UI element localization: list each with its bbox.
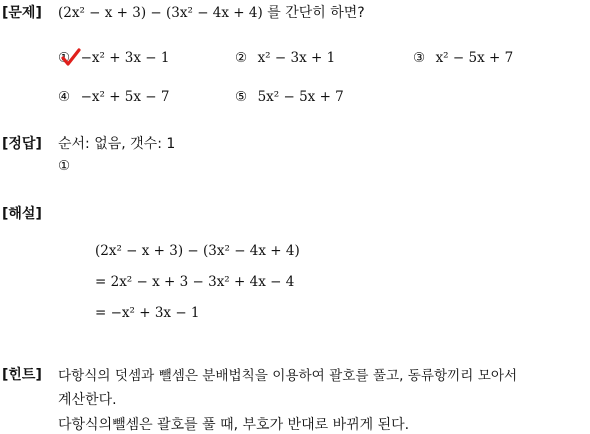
answer-label: [정답] (2, 136, 42, 152)
choice-5-text: 5x² − 5x + 7 (257, 89, 344, 105)
choice-2[interactable] (235, 50, 335, 66)
choice-5-number: ⑤ (235, 89, 248, 105)
check-mark-icon (61, 47, 81, 67)
choice-4[interactable] (58, 89, 169, 105)
problem-instruction: 를 간단히 하면? (267, 5, 365, 21)
choice-4-number: ④ (58, 89, 71, 105)
choice-4-text: −x² + 5x − 7 (80, 89, 170, 105)
choice-2-number: ② (235, 50, 248, 66)
problem-statement (58, 2, 365, 22)
solution-step-1: (2x² − x + 3) − (3x² − 4x + 4) (95, 243, 300, 259)
problem-expression: (2x² − x + 3) − (3x² − 4x + 4) (58, 5, 263, 21)
problem-label: [문제] (2, 5, 42, 21)
choice-3-text: x² − 5x + 7 (435, 50, 514, 66)
choice-5[interactable] (235, 89, 344, 105)
solution-step-2: = 2x² − x + 3 − 3x² + 4x − 4 (95, 274, 295, 290)
choice-1-number: ① (58, 50, 71, 66)
choice-3-number: ③ (413, 50, 426, 66)
hint-label: [힌트] (2, 367, 42, 383)
choice-1-text: −x² + 3x − 1 (80, 50, 170, 66)
solution-label: [해설] (2, 206, 42, 222)
hint-line-1: 다항식의 덧셈과 뺄셈은 분배법칙을 이용하여 괄호를 풀고, 동류항끼리 모아서 (58, 368, 518, 384)
choice-2-text: x² − 3x + 1 (257, 50, 336, 66)
hint-line-3: 다항식의뺄셈은 괄호를 풀 때, 부호가 반대로 바뀌게 된다. (58, 417, 410, 433)
answer-meta: 순서: 없음, 갯수: 1 (58, 136, 176, 152)
hint-line-2: 계산한다. (58, 392, 117, 408)
solution-step-3: = −x² + 3x − 1 (95, 305, 200, 321)
answer-choice: ① (58, 158, 71, 174)
choice-3[interactable] (413, 50, 513, 66)
